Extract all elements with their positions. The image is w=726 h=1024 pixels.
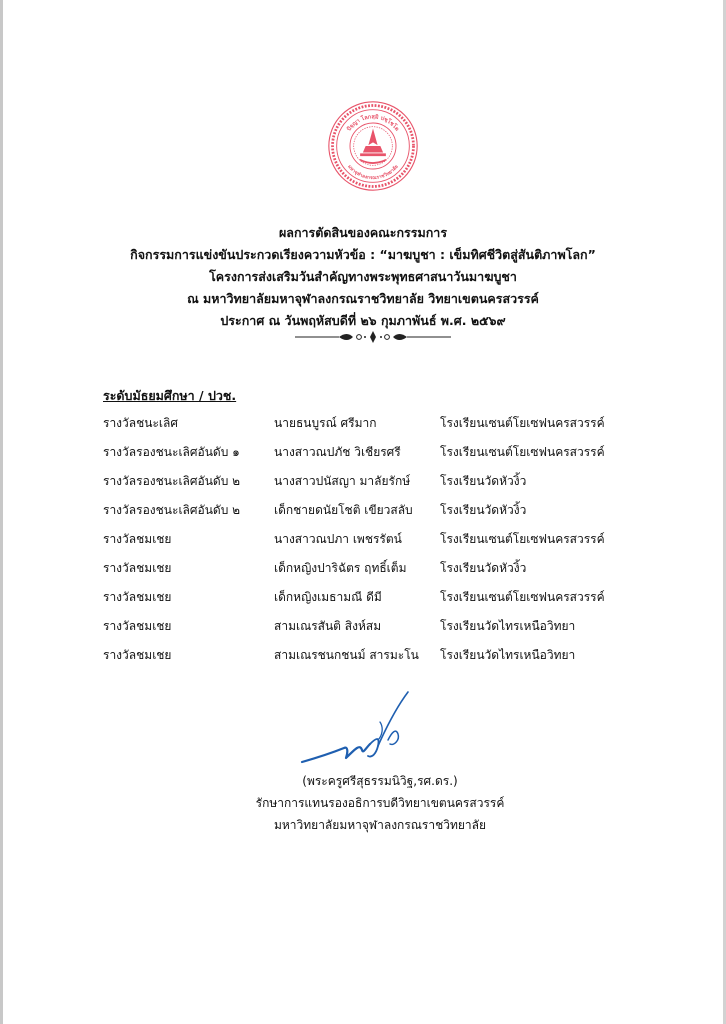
university-seal-icon — [327, 100, 419, 192]
winner-name: สามเณรสันติ สิงห์สม — [274, 619, 382, 633]
winner-name: นางสาวณปภา เพชรรัตน์ — [274, 532, 402, 546]
result-row — [103, 472, 623, 501]
signature-image — [296, 688, 416, 770]
results-list — [103, 414, 623, 675]
seal-bottom-text: มหาจุฬาลงกรณราชวิทยาลัย — [346, 164, 400, 182]
result-row — [103, 443, 623, 472]
announcement-header — [120, 222, 606, 332]
award-label: รางวัลชมเชย — [103, 561, 172, 575]
result-row — [103, 588, 623, 617]
signer-block — [200, 770, 560, 836]
header-line-2: กิจกรรมการแข่งขันประกวดเรียงความหัวข้อ : “มาฆบูชา : เข็มทิศชีวิตสู่สันติภาพโลก” — [130, 247, 596, 262]
winner-name: นางสาวปนัสญา มาลัยรักษ์ — [274, 474, 411, 488]
result-row — [103, 559, 623, 588]
school-name: โรงเรียนเซนต์โยเซฟนครสวรรค์ — [440, 590, 605, 604]
header-line-5: ประกาศ ณ วันพฤหัสบดีที่ ๒๖ กุมภาพันธ์ พ.ศ. ๒๕๖๙ — [220, 313, 506, 328]
result-row — [103, 414, 623, 443]
header-line-1: ผลการตัดสินของคณะกรรมการ — [278, 225, 448, 240]
signer-position: รักษาการแทนรองอธิการบดีวิทยาเขตนครสวรรค์ — [255, 796, 505, 810]
page-left-edge — [0, 0, 3, 1024]
winner-name: เด็กหญิงเมธามณี ดีมี — [274, 590, 382, 604]
school-name: โรงเรียนวัดหัวงิ้ว — [440, 503, 527, 517]
svg-text:มหาจุฬาลงกรณราชวิทยาลัย — [346, 164, 400, 181]
result-row — [103, 617, 623, 646]
award-label: รางวัลรองชนะเลิศอันดับ ๑ — [103, 445, 240, 459]
winner-name: นายธนบูรณ์ ศรีมาก — [274, 416, 377, 430]
school-name: โรงเรียนวัดหัวงิ้ว — [440, 474, 527, 488]
signer-organization: มหาวิทยาลัยมหาจุฬาลงกรณราชวิทยาลัย — [273, 818, 487, 832]
school-name: โรงเรียนเซนต์โยเซฟนครสวรรค์ — [440, 445, 605, 459]
header-line-3: โครงการส่งเสริมวันสำคัญทางพระพุทธศาสนาวันมาฆบูชา — [209, 269, 517, 284]
school-name: โรงเรียนวัดไทรเหนือวิทยา — [440, 619, 576, 633]
award-label: รางวัลชมเชย — [103, 648, 172, 662]
ornament-divider-icon — [293, 330, 453, 344]
award-label: รางวัลชมเชย — [103, 590, 172, 604]
signer-name: (พระครูศรีสุธรรมนิวิฐ,รศ.ดร.) — [302, 774, 458, 788]
school-name: โรงเรียนวัดหัวงิ้ว — [440, 561, 527, 575]
award-label: รางวัลรองชนะเลิศอันดับ ๒ — [103, 474, 241, 488]
award-label: รางวัลชนะเลิศ — [103, 416, 178, 430]
award-label: รางวัลชมเชย — [103, 619, 172, 633]
result-row — [103, 646, 623, 675]
award-label: รางวัลชมเชย — [103, 532, 172, 546]
winner-name: สามเณรชนกชนม์ สารมะโน — [274, 648, 419, 662]
result-row — [103, 501, 623, 530]
award-label: รางวัลรองชนะเลิศอันดับ ๒ — [103, 503, 241, 517]
header-line-4: ณ มหาวิทยาลัยมหาจุฬาลงกรณราชวิทยาลัย วิทยาเขตนครสวรรค์ — [187, 291, 539, 306]
winner-name: นางสาวณปภัช วิเชียรศรี — [274, 445, 401, 459]
winner-name: เด็กชายดนัยโชติ เขียวสลับ — [274, 503, 413, 517]
winner-name: เด็กหญิงปาริฉัตร ฤทธิ์เต็ม — [274, 561, 407, 575]
school-name: โรงเรียนเซนต์โยเซฟนครสวรรค์ — [440, 532, 605, 546]
seal-top-text: ปัจฺญา โลกสฺมิ ปชฺโชโต — [346, 114, 400, 133]
school-name: โรงเรียนวัดไทรเหนือวิทยา — [440, 648, 576, 662]
school-name: โรงเรียนเซนต์โยเซฟนครสวรรค์ — [440, 416, 605, 430]
section-title: ระดับมัธยมศึกษา / ปวช. — [103, 388, 237, 403]
result-row — [103, 530, 623, 559]
